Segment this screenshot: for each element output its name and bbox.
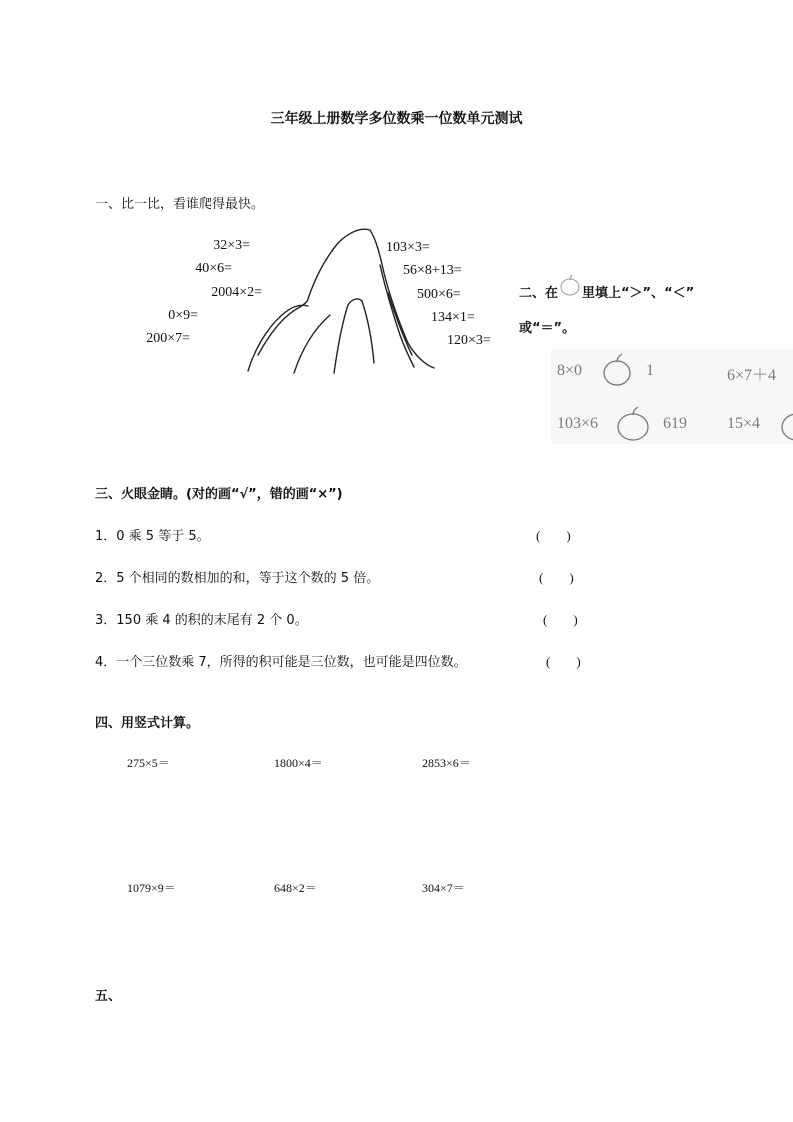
compare-right-1: 1 (646, 362, 654, 379)
section2-heading-prefix: 二、在 (519, 285, 559, 301)
apple-blank-icon[interactable] (779, 406, 793, 442)
compare-exercise-image (551, 349, 793, 444)
left-expr-5: 200×7= (146, 331, 190, 346)
right-expr-4: 134×1= (431, 310, 475, 325)
left-expr-3: 2004×2= (211, 285, 262, 300)
calc-5: 648×2＝ (274, 881, 317, 895)
compare-left-3: 103×6 (557, 415, 599, 432)
calc-1: 275×5＝ (127, 756, 170, 770)
compare-right-3: 619 (663, 415, 687, 432)
calc-4: 1079×9＝ (127, 881, 176, 895)
right-expr-2: 56×8+13= (403, 263, 462, 278)
section2-heading (519, 280, 694, 302)
section1-heading: 一、比一比，看谁爬得最快。 (95, 197, 265, 212)
judge-item-4: 4．一个三位数乘 7，所得的积可能是三位数，也可能是四位数。 (95, 655, 467, 670)
compare-left-2: 6×7＋4 (727, 367, 777, 384)
judge-item-3: 3．150 乘 4 的积的末尾有 2 个 0。 (95, 613, 308, 628)
left-expr-1: 32×3= (213, 238, 250, 253)
section4-heading: 四、用竖式计算。 (95, 716, 200, 731)
section5-heading: 五、 (95, 989, 122, 1004)
apple-icon (559, 274, 581, 296)
calc-6: 304×7＝ (422, 881, 465, 895)
answer-blank-4[interactable]: ( ) (546, 654, 581, 669)
right-expr-3: 500×6= (417, 287, 461, 302)
answer-blank-2[interactable]: ( ) (539, 570, 574, 585)
compare-left-1: 8×0 (557, 362, 583, 379)
left-expr-2: 40×6= (195, 261, 232, 276)
judge-item-1: 1．0 乘 5 等于 5。 (95, 529, 210, 544)
apple-blank-icon[interactable] (601, 353, 633, 387)
answer-blank-3[interactable]: ( ) (543, 612, 578, 627)
calc-2: 1800×4＝ (274, 756, 323, 770)
page-title: 三年级上册数学多位数乘一位数单元测试 (270, 111, 523, 127)
judge-item-2: 2．5 个相同的数相加的和，等于这个数的 5 倍。 (95, 571, 380, 586)
left-expr-4: 0×9= (168, 308, 198, 323)
right-expr-1: 103×3= (386, 240, 430, 255)
apple-blank-icon[interactable] (615, 406, 651, 442)
section2-heading-suffix: 里填上“＞”、“＜” (582, 285, 695, 301)
compare-left-4: 15×4 (727, 415, 761, 432)
section2-heading-line2: 或“＝”。 (519, 321, 576, 336)
section3-heading: 三、火眼金睛。(对的画“√”，错的画“×”) (95, 487, 343, 502)
answer-blank-1[interactable]: ( ) (536, 528, 571, 543)
right-expr-5: 120×3= (447, 333, 491, 348)
calc-3: 2853×6＝ (422, 756, 471, 770)
